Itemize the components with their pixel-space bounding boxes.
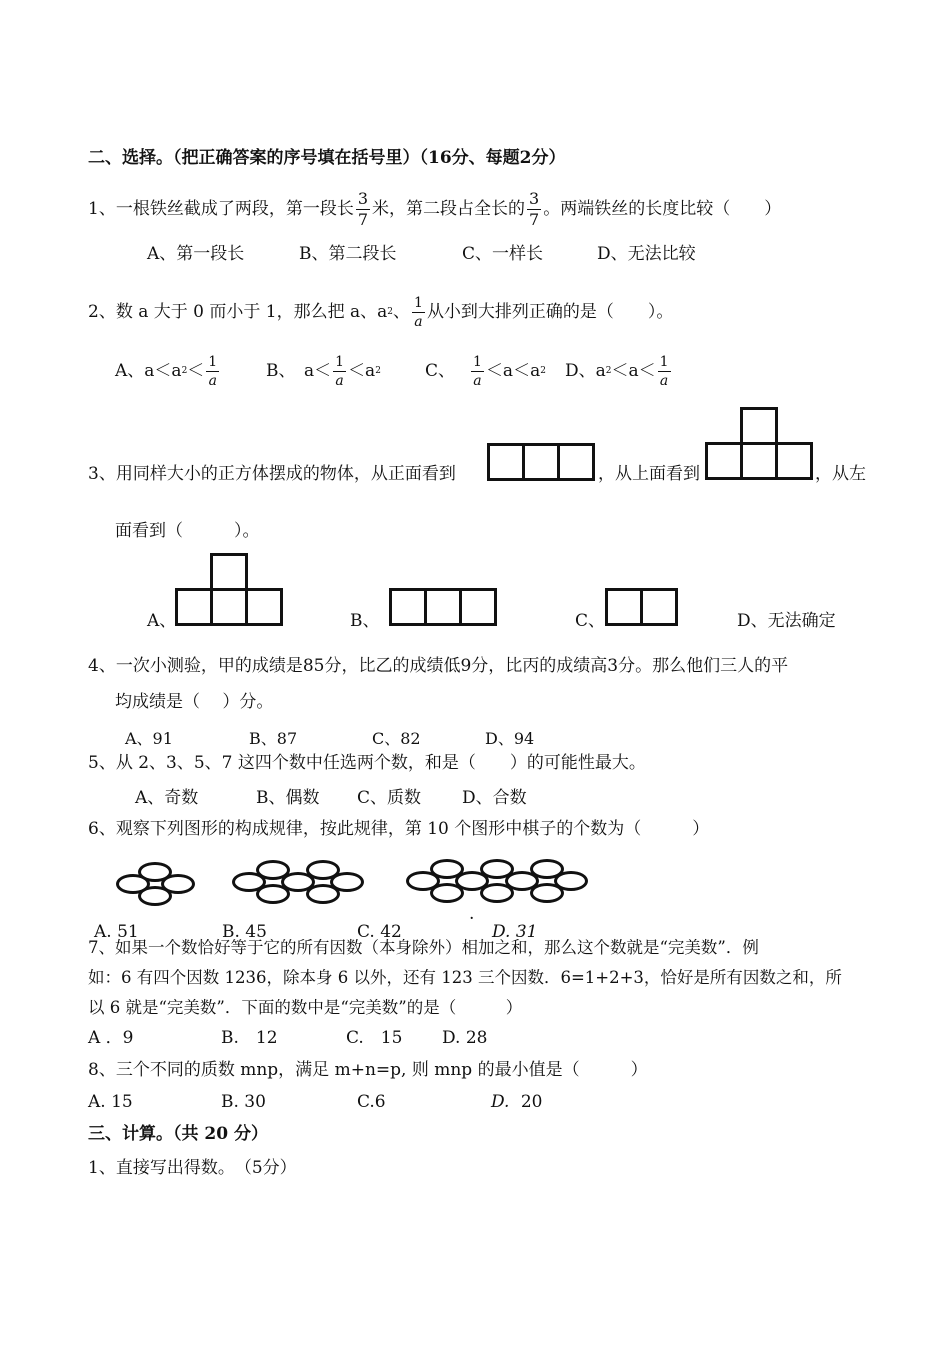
numerator: 3 (529, 188, 540, 208)
option-text: D、a (565, 360, 606, 381)
cube-square (389, 588, 427, 626)
q4-option-d: D、94 (485, 729, 535, 748)
question-5: 5、从 2、3、5、7 这四个数中任选两个数，和是（ ）的可能性最大。 (88, 753, 646, 773)
question-1 (88, 186, 781, 232)
question-7-line-3: 以 6 就是“完美数”．下面的数中是“完美数”的是（ ） (88, 998, 523, 1017)
question-1-text-b: 米，第二段占全长的 (372, 198, 526, 219)
option-letter: D. (491, 1092, 510, 1112)
question-2 (88, 290, 673, 334)
option-text: ＜a＜ (611, 360, 656, 381)
chess-piece (430, 883, 464, 903)
cube-square (487, 443, 525, 481)
superscript: 2 (605, 365, 612, 376)
denominator: 7 (357, 209, 369, 229)
option-text: C、 (425, 360, 456, 381)
q4-option-b: B、87 (249, 729, 298, 748)
numerator: 1 (473, 353, 482, 370)
fraction-3-7-a (356, 188, 370, 229)
question-2-text-c: 从小到大排列正确的是（ ）。 (426, 301, 674, 322)
stray-dot: . (469, 904, 475, 924)
q1-option-c: C、一样长 (462, 244, 544, 264)
superscript: 2 (540, 365, 546, 376)
fraction-1-over-a (471, 355, 484, 388)
q8-option-c: C.6 (357, 1092, 386, 1112)
q7-option-d: D. 28 (442, 1028, 488, 1048)
q5-option-a: A、奇数 (135, 788, 199, 808)
chess-piece (306, 884, 340, 904)
superscript: 2 (387, 306, 394, 317)
cube-square (245, 588, 283, 626)
q2-option-c (425, 350, 546, 392)
cube-square (424, 588, 462, 626)
cube-square (640, 588, 678, 626)
option-text: B、 a＜ (266, 360, 332, 381)
cube-square (557, 443, 595, 481)
q3-option-a-figure (175, 553, 283, 627)
denominator: 7 (529, 209, 540, 229)
question-2-text-a: 2、数 a 大于 0 而小于 1，那么把 a、a (88, 301, 388, 322)
cube-square (605, 588, 643, 626)
numerator: 3 (357, 188, 369, 208)
q1-option-a: A、第一段长 (147, 244, 245, 264)
numerator: 1 (335, 353, 345, 370)
q8-option-a: A. 15 (88, 1092, 133, 1112)
chess-piece (138, 886, 172, 906)
question-1-text-c: 。两端铁丝的长度比较（ ） (543, 198, 782, 219)
numerator: 1 (208, 353, 218, 370)
q7-option-b: B. 12 (221, 1028, 278, 1048)
cube-square (459, 588, 497, 626)
question-1-text-a: 1、一根铁丝截成了两段，第一段长 (88, 198, 354, 219)
denominator: a (414, 313, 423, 330)
option-text: A、a＜a (115, 360, 182, 381)
option-text: ＜a (348, 360, 376, 381)
top-view-figure (705, 407, 813, 481)
q2-option-a (115, 350, 221, 392)
q6-option-c: C. 42 (357, 922, 402, 942)
question-3-text-a: 3、用同样大小的正方体摆成的物体，从正面看到 (88, 464, 456, 484)
question-4-line-2: 均成绩是（ ）分。 (115, 692, 274, 712)
denominator: a (335, 372, 344, 389)
numerator: 1 (414, 294, 423, 311)
q4-option-a: A、91 (125, 729, 173, 748)
section-heading-choice: 二、选择。（把正确答案的序号填在括号里）（16分、每题2分） (88, 148, 566, 168)
q1-option-b: B、第二段长 (299, 244, 397, 264)
q7-option-a: A ．9 (88, 1028, 134, 1048)
q3-option-b-label: B、 (350, 611, 380, 631)
fraction-1-over-a (412, 296, 425, 329)
q6-option-a: A. 51 (94, 922, 139, 942)
cube-square (740, 407, 778, 445)
q5-option-b: B、偶数 (256, 788, 320, 808)
denominator: a (659, 372, 669, 389)
fraction-3-7-b (527, 188, 541, 229)
section-3-question-1: 1、直接写出得数。 （5分） (88, 1158, 297, 1178)
q5-option-c: C、质数 (357, 788, 422, 808)
question-2-text-b: 、 (393, 301, 411, 322)
question-7-line-2: 如：6 有四个因数 1236，除本身 6 以外，还有 123 三个因数．6=1+2+3，恰好是所有因数之和，所 (88, 968, 842, 987)
fraction-1-over-a (206, 355, 219, 388)
chess-piece (530, 883, 564, 903)
option-value: 20 (520, 1092, 543, 1112)
question-3-text-b: ，从上面看到 (598, 464, 700, 484)
fraction-1-over-a (333, 355, 346, 388)
question-3-text-d: 面看到（ ）。 (115, 521, 260, 541)
cube-square (175, 588, 213, 626)
q6-option-b: B. 45 (222, 922, 267, 942)
cube-square (705, 442, 743, 480)
fraction-1-over-a (658, 355, 671, 388)
superscript: 2 (181, 365, 188, 376)
question-6: 6、观察下列图形的构成规律，按此规律，第 10 个图形中棋子的个数为（ ） (88, 819, 710, 839)
q3-option-a-label: A、 (147, 611, 177, 631)
question-8: 8、三个不同的质数 mnp，满足 m+n=p, 则 mnp 的最小值是（ ） (88, 1060, 648, 1080)
q4-option-c: C、82 (372, 729, 421, 748)
q2-option-d (565, 350, 673, 392)
cube-square (775, 442, 813, 480)
numerator: 1 (659, 353, 669, 370)
q8-option-d (491, 1094, 542, 1111)
section-heading-calculation: 三、计算。（共 20 分） (88, 1124, 268, 1144)
q1-option-d: D、无法比较 (597, 244, 696, 264)
denominator: a (208, 372, 217, 389)
q8-option-b: B. 30 (221, 1092, 266, 1112)
superscript: 2 (375, 365, 381, 376)
option-text: ＜a＜a (485, 360, 541, 381)
q3-option-c-figure (605, 588, 678, 626)
cube-square (522, 443, 560, 481)
cube-square (210, 588, 248, 626)
chess-piece (480, 883, 514, 903)
question-3-text-c: ，从左 (815, 464, 866, 484)
cube-square (740, 442, 778, 480)
question-7-line-1: 7、如果一个数恰好等于它的所有因数（本身除外）相加之和，那么这个数就是“完美数”．例 (88, 938, 759, 957)
option-text: ＜ (187, 360, 205, 381)
q7-option-c: C. 15 (346, 1028, 403, 1048)
q3-option-d: D、无法确定 (737, 611, 836, 631)
q3-option-c-label: C、 (575, 611, 606, 631)
denominator: a (473, 372, 482, 389)
q6-option-d: D. 31 (492, 922, 538, 942)
chess-piece (256, 884, 290, 904)
cube-square (210, 553, 248, 591)
q3-option-b-figure (389, 588, 497, 626)
question-4-line-1: 4、一次小测验，甲的成绩是85分，比乙的成绩低9分，比丙的成绩高3分。那么他们三人的平 (88, 656, 789, 676)
q5-option-d: D、合数 (462, 788, 527, 808)
q2-option-b (266, 350, 381, 392)
front-view-figure (487, 443, 595, 481)
